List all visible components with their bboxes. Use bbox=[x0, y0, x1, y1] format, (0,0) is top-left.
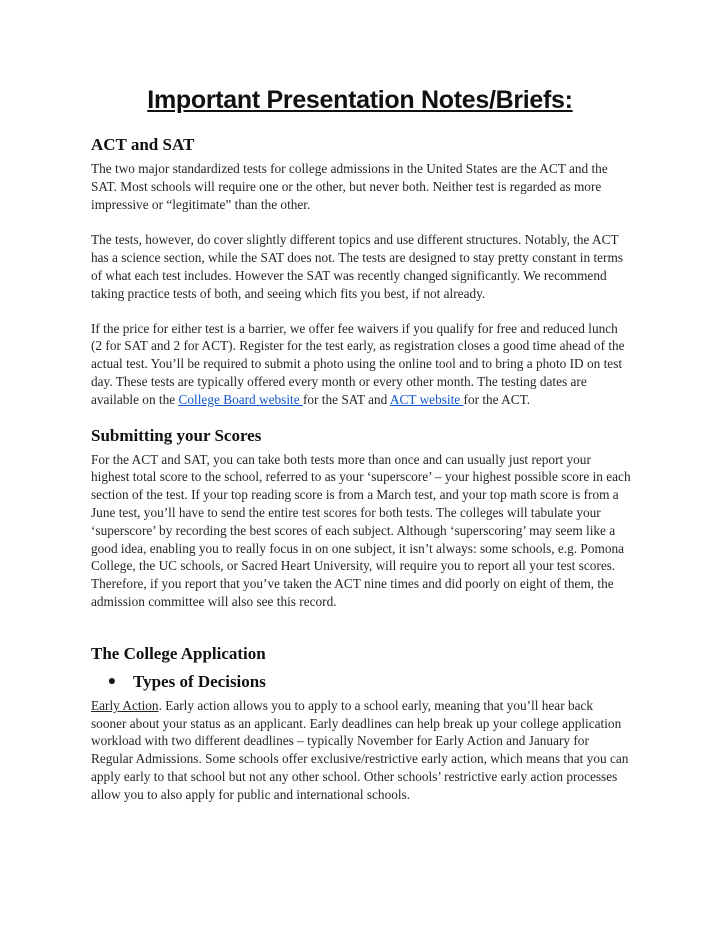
section-heading-application: The College Application bbox=[91, 643, 266, 663]
section-heading-scores: Submitting your Scores bbox=[91, 425, 262, 445]
paragraph-early-action bbox=[91, 697, 631, 804]
paragraph-superscore: For the ACT and SAT, you can take both tests more than once and can usually just report your highest total score to the school, referred to as your ‘superscore’ – your highest possible score in each section of the test. If your top reading score is from a March test, and your top math score is from a June test, you’ll have to send the entire test scores for both tests. The colleges will tabulate your ‘superscore’ by recording the best scores of each subject. Although ‘superscoring’ may seem like a good idea, enabling you to really focus in on one subject, it isn’t always: some schools, e.g. Pomona College, the UC schools, or Sacred Heart University, will require you to report all your test scores. Therefore, if you report that you’ve taken the ACT nine times and did poorly on eight of them, the admission committee will also see this record. bbox=[91, 451, 631, 609]
fee-waiver-text-end: for the ACT. bbox=[463, 391, 531, 407]
paragraph-act-sat-differences: The tests, however, do cover slightly different topics and use different structures. Notably, the ACT has a science section, while the SAT does not. The tests are designed to stay pretty constant in terms of what each test includes. However the SAT was recently changed significantly. We recommend taking practice tests of both, and seeing which fits you best, if not already. bbox=[91, 232, 623, 301]
document-body bbox=[91, 134, 631, 804]
college-board-link[interactable]: College Board website bbox=[178, 391, 303, 407]
paragraph-act-sat-intro: The two major standardized tests for college admissions in the United States are the ACT and the SAT. Most schools will require one or the other, but never both. Neither test is regarded as more impressive or “legitimate” than the other. bbox=[91, 161, 608, 212]
fee-waiver-text: If the price for either test is a barrier, we offer fee waivers if you qualify for free and reduced lunch (2 for SAT and 2 for ACT). Register for the test early, as registration closes a good time ahead of the actual test. You’ll be required to submit a photo using the online tool and to bring a photo ID on test day. These tests are typically offered every month or every other month. The testing dates are available on the bbox=[91, 320, 625, 407]
bullet-icon: ● bbox=[107, 673, 117, 689]
fee-waiver-text-middle: for the SAT and bbox=[302, 391, 390, 407]
bullet-heading-label: Types of Decisions bbox=[133, 671, 266, 691]
page-title: Important Presentation Notes/Briefs: bbox=[147, 86, 573, 114]
bullet-types-of-decisions bbox=[91, 671, 631, 693]
section-heading-act-sat: ACT and SAT bbox=[91, 135, 195, 154]
early-action-label: Early Action bbox=[91, 697, 159, 713]
act-website-link[interactable]: ACT website bbox=[389, 391, 464, 407]
early-action-text: . Early action allows you to apply to a school early, meaning that you’ll hear back sooner about your status as an applicant. Early deadlines can help break up your college application workload with two different deadlines – typically November for Early Action and January for Regular Admissions. Some schools offer exclusive/restrictive early action, which means that you can apply early to that school but not any other school. Other schools’ restrictive early action processes allow you to also apply for public and international schools. bbox=[91, 697, 629, 802]
paragraph-fee-waivers bbox=[91, 320, 631, 409]
